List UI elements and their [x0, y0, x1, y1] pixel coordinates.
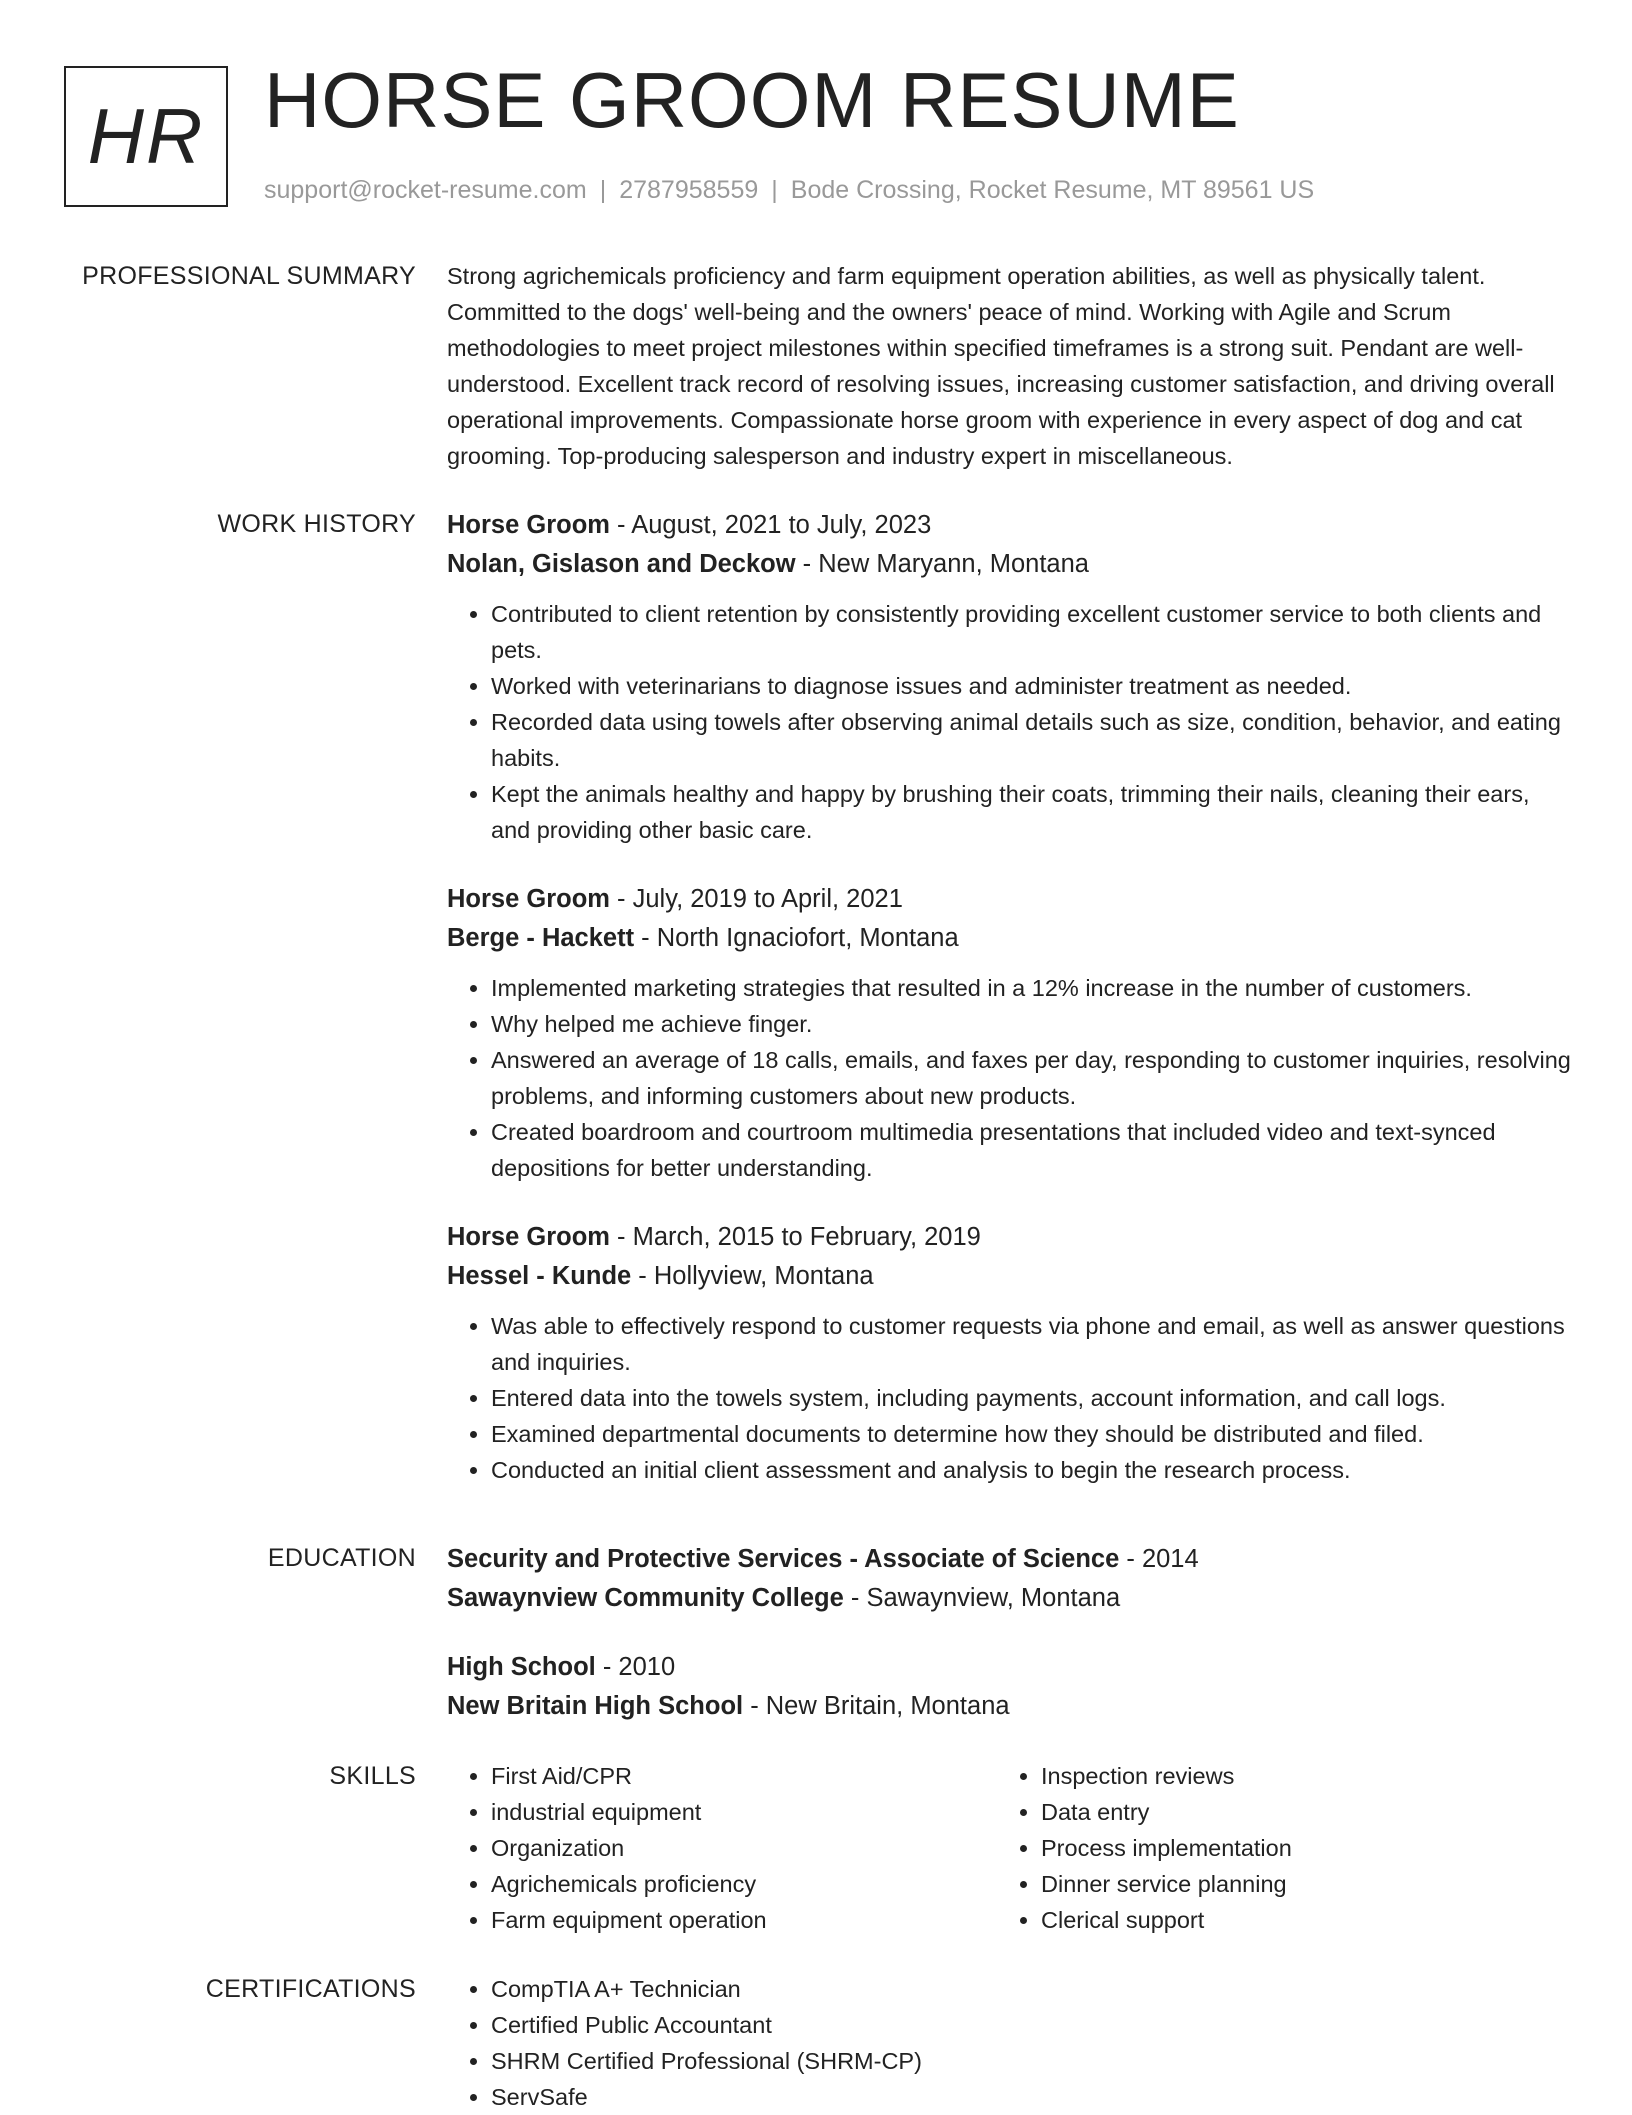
education-school: Sawaynview Community College — [447, 1584, 844, 1612]
education-entry — [447, 1648, 1571, 1726]
job-bullet: • Answered an average of 18 calls, emails, and faxes per day, responding to customer inquiries, resolving problems, and informing customers about new products. — [491, 1042, 1571, 1114]
education-location: - New Britain, Montana — [743, 1692, 1010, 1720]
job-role: Horse Groom — [447, 511, 610, 539]
skill-item: • Organization — [491, 1830, 997, 1866]
job-title-line — [447, 880, 1571, 919]
job-dates: - July, 2019 to April, 2021 — [609, 885, 903, 913]
job-bullet: • Examined departmental documents to determine how they should be distributed and filed. — [491, 1416, 1571, 1452]
job-entry — [447, 1218, 1571, 1488]
job-bullet: • Contributed to client retention by consistently providing excellent customer service to both clients and pets. — [491, 596, 1571, 668]
section-title-certifications: CERTIFICATIONS — [205, 1975, 416, 2003]
job-role: Horse Groom — [447, 885, 610, 913]
certification-item: • CompTIA A+ Technician — [491, 1971, 1571, 2007]
contact-separator: | — [599, 176, 607, 204]
job-location: - North Ignaciofort, Montana — [634, 924, 959, 952]
skill-item: • First Aid/CPR — [491, 1758, 997, 1794]
skill-item: • Dinner service planning — [1041, 1866, 1547, 1902]
summary-text: Strong agrichemicals proficiency and farm equipment operation abilities, as well as physically talent. Committed to the dogs' well-being and the owners' peace of mind. Working with Agile and Scrum methodologies to meet project milestones within specified timeframes is a strong suit. Pendant are well-understood. Excellent track record of resolving issues, increasing customer satisfaction, and driving overall operational improvements. Compassionate horse groom with experience in every aspect of dog and cat grooming. Top-producing salesperson and industry expert in miscellaneous. — [447, 263, 1555, 469]
education-school-line — [447, 1687, 1571, 1726]
skills-columns — [447, 1758, 1571, 1938]
skill-item: • Inspection reviews — [1041, 1758, 1547, 1794]
skill-item: • Agrichemicals proficiency — [491, 1866, 997, 1902]
job-dates: - August, 2021 to July, 2023 — [609, 511, 932, 539]
job-bullet: • Why helped me achieve finger. — [491, 1006, 1571, 1042]
monogram-logo: HR — [64, 66, 228, 207]
job-bullet: • Conducted an initial client assessment and analysis to begin the research process. — [491, 1452, 1571, 1488]
job-company: Berge - Hackett — [447, 924, 635, 952]
section-title-work: WORK HISTORY — [217, 510, 416, 538]
resume-title: HORSE GROOM RESUME — [264, 56, 1240, 144]
contact-separator: | — [771, 176, 778, 204]
job-title-line — [447, 1218, 1571, 1257]
job-bullet: • Implemented marketing strategies that resulted in a 12% increase in the number of customers. — [491, 970, 1571, 1006]
job-bullets — [447, 970, 1571, 1186]
job-location: - Hollyview, Montana — [631, 1262, 874, 1290]
education-entry — [447, 1540, 1571, 1618]
section-title-skills: SKILLS — [329, 1762, 416, 1790]
skill-item: • Clerical support — [1041, 1902, 1547, 1938]
job-company: Nolan, Gislason and Deckow — [447, 550, 796, 578]
job-bullet: • Created boardroom and courtroom multimedia presentations that included video and text-synced depositions for better understanding. — [491, 1114, 1571, 1186]
education-degree: High School — [447, 1653, 596, 1681]
job-role: Horse Groom — [447, 1223, 610, 1251]
skill-item: • Data entry — [1041, 1794, 1547, 1830]
section-title-summary: PROFESSIONAL SUMMARY — [82, 262, 416, 290]
education-body — [447, 1540, 1571, 1726]
certification-item: • Certified Public Accountant — [491, 2007, 1571, 2043]
education-year: - 2014 — [1119, 1545, 1199, 1573]
skill-item: • industrial equipment — [491, 1794, 997, 1830]
education-degree: Security and Protective Services - Associate of Science — [447, 1545, 1120, 1573]
education-location: - Sawaynview, Montana — [843, 1584, 1121, 1612]
section-title-education: EDUCATION — [267, 1544, 416, 1572]
job-entry — [447, 880, 1571, 1186]
education-school-line — [447, 1579, 1571, 1618]
job-title-line — [447, 506, 1571, 545]
job-company: Hessel - Kunde — [447, 1262, 632, 1290]
contact-email[interactable]: support@rocket-resume.com — [264, 176, 587, 204]
skills-list-left — [447, 1758, 997, 1938]
job-company-line — [447, 545, 1571, 584]
education-year: - 2010 — [595, 1653, 676, 1681]
certifications-body — [447, 1971, 1571, 2115]
job-company-line — [447, 919, 1571, 958]
job-bullets — [447, 596, 1571, 848]
job-entry — [447, 506, 1571, 848]
job-bullet: • Worked with veterinarians to diagnose issues and administer treatment as needed. — [491, 668, 1571, 704]
contact-line — [264, 174, 1314, 207]
certification-item: • SHRM Certified Professional (SHRM-CP) — [491, 2043, 1571, 2079]
education-school: New Britain High School — [447, 1692, 744, 1720]
skill-item: • Process implementation — [1041, 1830, 1547, 1866]
certifications-list — [447, 1971, 1571, 2115]
skill-item: • Farm equipment operation — [491, 1902, 997, 1938]
skills-list-right — [997, 1758, 1547, 1938]
job-bullet: • Entered data into the towels system, including payments, account information, and call logs. — [491, 1380, 1571, 1416]
certification-item: • ServSafe — [491, 2079, 1571, 2115]
job-company-line — [447, 1257, 1571, 1296]
education-degree-line — [447, 1648, 1571, 1687]
contact-phone[interactable]: 2787958559 — [619, 176, 759, 204]
contact-address: Bode Crossing, Rocket Resume, MT 89561 US — [790, 176, 1315, 204]
skills-body — [447, 1758, 1571, 1938]
job-bullet: • Kept the animals healthy and happy by brushing their coats, trimming their nails, cleaning their ears, and providing other basic care. — [491, 776, 1571, 848]
work-body — [447, 506, 1571, 1488]
job-bullets — [447, 1308, 1571, 1488]
job-bullet: • Recorded data using towels after observing animal details such as size, condition, behavior, and eating habits. — [491, 704, 1571, 776]
education-degree-line — [447, 1540, 1571, 1579]
summary-body — [447, 258, 1571, 474]
job-bullet: • Was able to effectively respond to customer requests via phone and email, as well as answer questions and inquiries. — [491, 1308, 1571, 1380]
job-location: - New Maryann, Montana — [795, 550, 1089, 578]
job-dates: - March, 2015 to February, 2019 — [609, 1223, 981, 1251]
